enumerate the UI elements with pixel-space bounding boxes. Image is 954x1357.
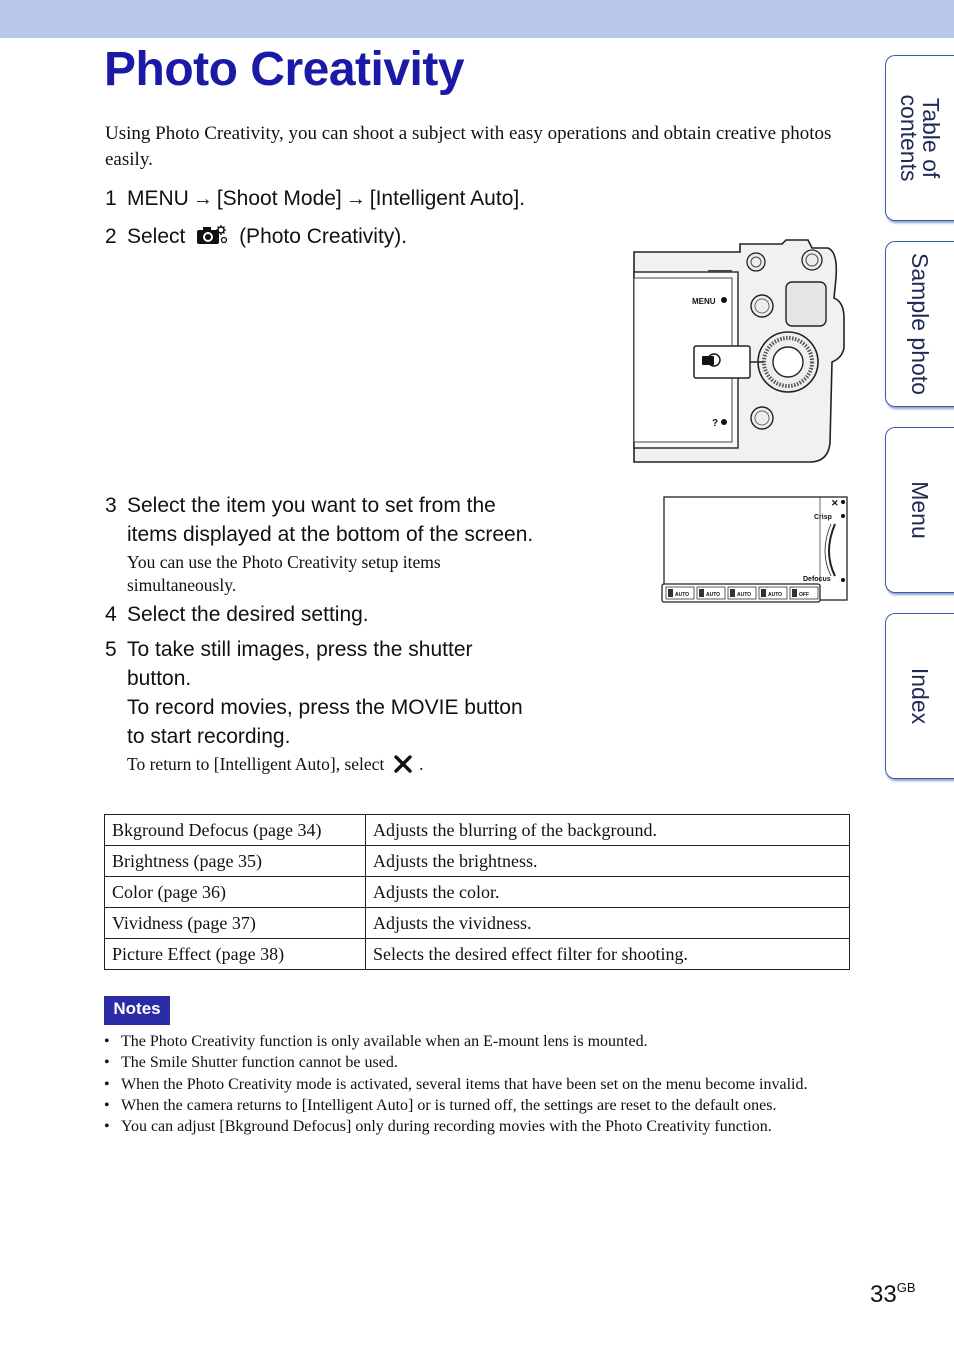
table-cell-item: Vividness (page 37) <box>105 908 366 939</box>
intro-paragraph: Using Photo Creativity, you can shoot a subject with easy operations and obtain creative photos easily. <box>105 123 832 170</box>
list-item: • When the camera returns to [Intelligent Auto] or is turned off, the settings are reset to the default ones. <box>104 1095 844 1116</box>
table-cell-item: Color (page 36) <box>105 877 366 908</box>
table-cell-item: Bkground Defocus (page 34) <box>105 815 366 846</box>
list-item: • You can adjust [Bkground Defocus] only during recording movies with the Photo Creativity function. <box>104 1116 844 1137</box>
step-text-line: button. <box>127 667 192 690</box>
notes-label: Notes <box>104 996 170 1025</box>
intelligent-auto-text: [Intelligent Auto]. <box>369 187 526 210</box>
tab-index[interactable] <box>885 613 954 779</box>
table-row <box>105 908 850 939</box>
close-x-icon <box>393 755 413 773</box>
page-number-value: 33 <box>870 1281 897 1308</box>
step-number: 4 <box>105 603 117 626</box>
step-3-note-line: simultaneously. <box>127 575 237 595</box>
screen-item-icon <box>792 589 797 597</box>
screen-item-label: OFF <box>799 592 809 598</box>
screen-item-icon <box>730 589 735 597</box>
crisp-label: Crisp <box>814 514 832 521</box>
tab-label: Table of contents <box>896 94 945 182</box>
table-cell-description: Adjusts the brightness. <box>366 846 850 877</box>
table-row <box>105 877 850 908</box>
table-cell-description: Adjusts the blurring of the background. <box>366 815 850 846</box>
screen-item-icon <box>761 589 766 597</box>
step-text <box>127 222 407 251</box>
menu-text: MENU <box>127 187 189 210</box>
screen-item-label: AUTO <box>675 592 690 598</box>
step-text-line: To take still images, press the shutter <box>127 638 473 661</box>
arrow-right-icon: → <box>345 188 366 210</box>
screen-item-label: AUTO <box>737 592 752 598</box>
screen-item-label: AUTO <box>706 592 721 598</box>
table-row <box>105 815 850 846</box>
page-number <box>870 1280 916 1309</box>
step-text-line: items displayed at the bottom of the screen. <box>127 523 534 546</box>
tab-label: Index <box>907 667 934 725</box>
step-number: 1 <box>105 187 117 210</box>
tab-label: Menu <box>907 481 934 539</box>
table-cell-item: Picture Effect (page 38) <box>105 939 366 970</box>
screen-illustration <box>661 496 849 604</box>
arrow-right-icon: → <box>192 188 213 210</box>
settings-table <box>104 814 850 970</box>
photo-creativity-icon <box>195 224 229 246</box>
list-item: • The Photo Creativity function is only available when an E-mount lens is mounted. <box>104 1031 844 1052</box>
tab-sample-photo[interactable] <box>885 241 954 407</box>
step-number: 5 <box>105 638 117 661</box>
return-note-text: To return to [Intelligent Auto], select <box>127 754 385 774</box>
screen-item-icon <box>699 589 704 597</box>
step-text-line: To record movies, press the MOVIE button <box>127 696 523 719</box>
table-cell-description: Adjusts the vividness. <box>366 908 850 939</box>
step-number: 3 <box>105 494 117 517</box>
notes-list <box>104 1031 844 1137</box>
table-cell-description: Adjusts the color. <box>366 877 850 908</box>
screen-item-label: AUTO <box>768 592 783 598</box>
table-cell-description: Selects the desired effect filter for shooting. <box>366 939 850 970</box>
table-row <box>105 846 850 877</box>
screen-item-icon <box>668 589 673 597</box>
close-label: ✕ <box>831 498 839 508</box>
top-color-bar <box>0 0 954 38</box>
step-text <box>127 184 525 214</box>
step-5 <box>105 635 625 755</box>
list-item: • The Smile Shutter function cannot be used. <box>104 1052 844 1073</box>
table-row <box>105 939 850 970</box>
tab-menu[interactable] <box>885 427 954 593</box>
step-number: 2 <box>105 225 117 248</box>
step-text-line: Select the desired setting. <box>127 603 369 626</box>
camera-back-illustration <box>632 238 848 464</box>
defocus-label: Defocus <box>803 576 831 583</box>
list-item: • When the Photo Creativity mode is activated, several items that have been set on the menu become invalid. <box>104 1074 844 1095</box>
step-3 <box>105 491 625 551</box>
help-label: ? <box>712 418 719 429</box>
step-text-line: Select the item you want to set from the <box>127 494 496 517</box>
step-3-note-line: You can use the Photo Creativity setup items <box>127 552 441 572</box>
return-note-end: . <box>419 754 424 774</box>
step-text-line: to start recording. <box>127 725 291 748</box>
menu-label: MENU <box>692 297 716 306</box>
page-number-suffix: GB <box>896 1280 916 1295</box>
shoot-mode-text: [Shoot Mode] <box>216 187 342 210</box>
tab-table-of-contents[interactable] <box>885 55 954 221</box>
tab-label: Sample photo <box>907 253 934 395</box>
photo-creativity-text: (Photo Creativity). <box>239 225 408 248</box>
page-title: Photo Creativity <box>104 43 465 96</box>
select-text: Select <box>127 225 186 248</box>
table-cell-item: Brightness (page 35) <box>105 846 366 877</box>
step-5-note <box>127 753 423 776</box>
